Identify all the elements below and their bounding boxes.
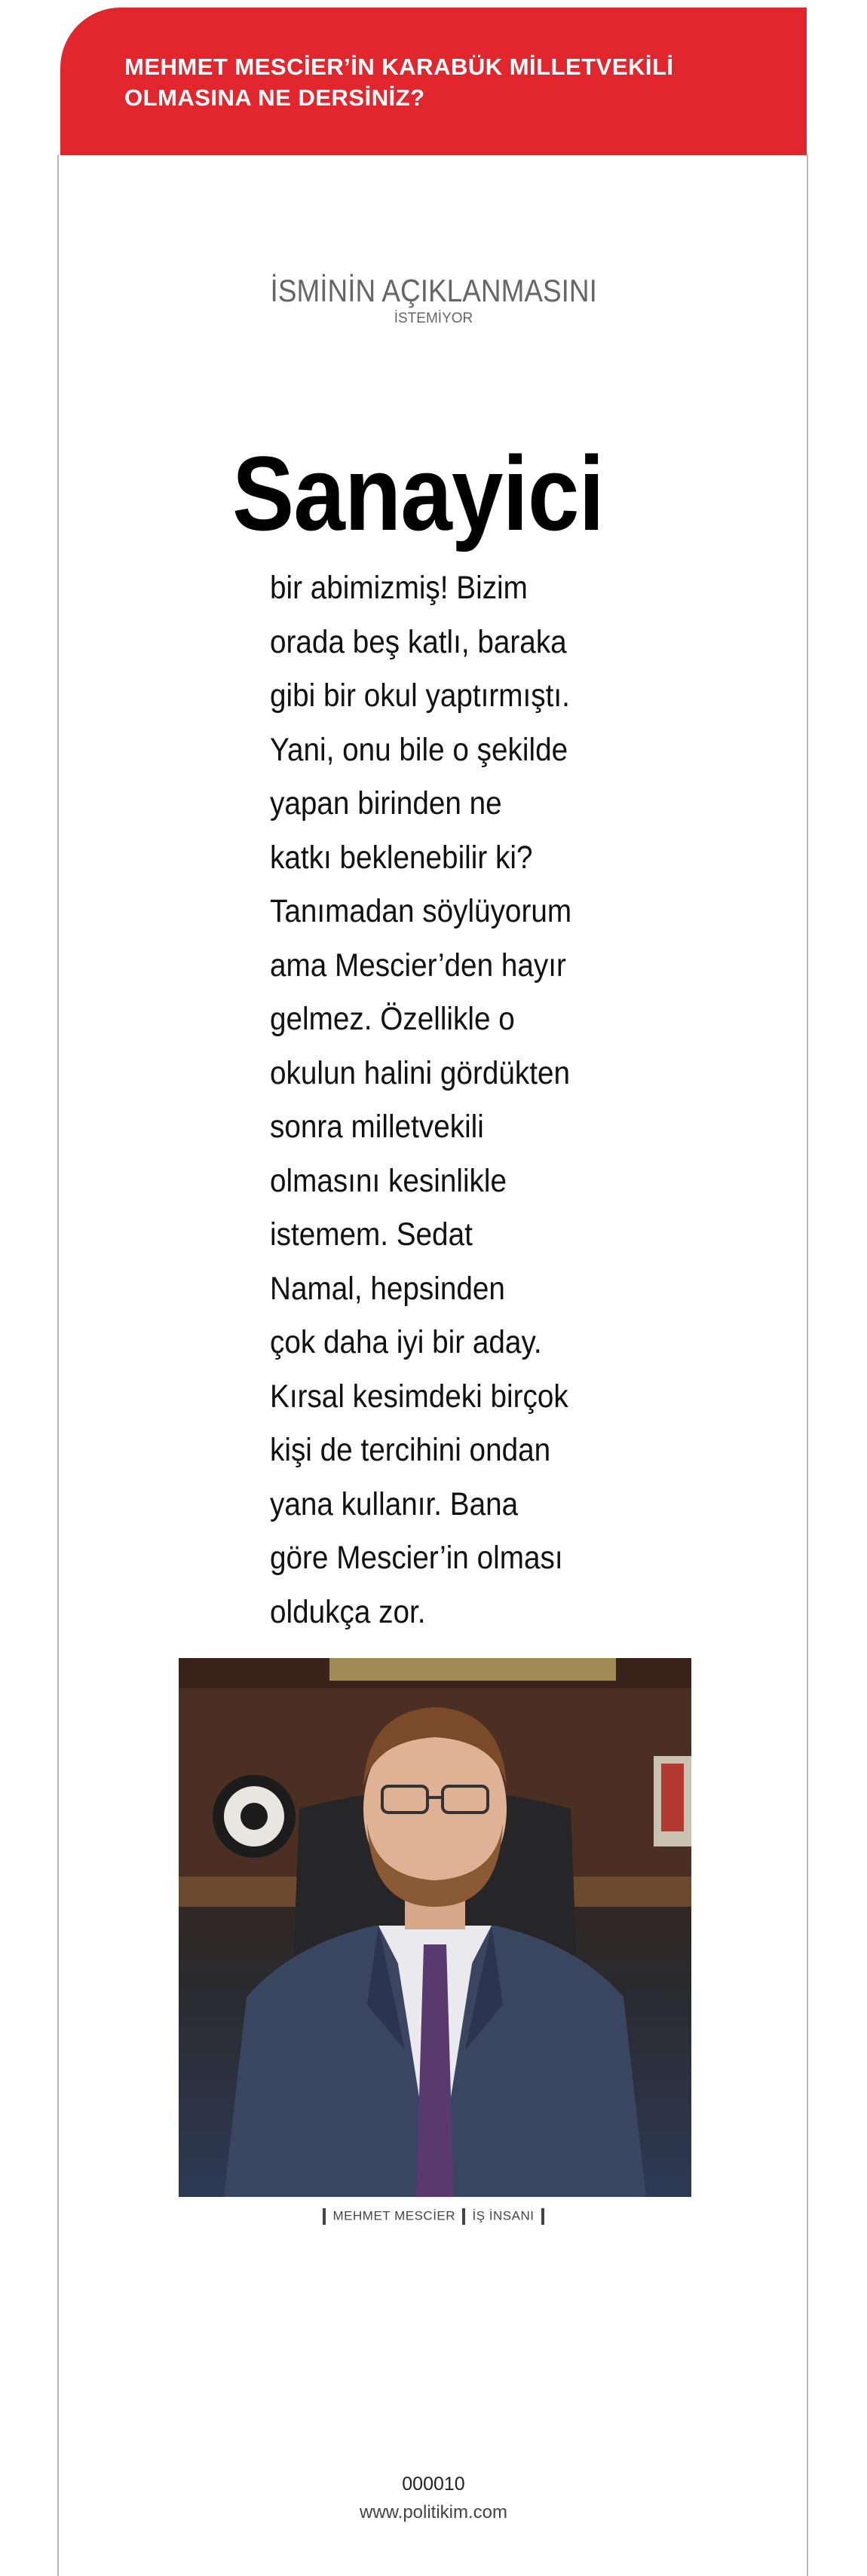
portrait-illustration [179,1658,691,2197]
quote-line: sonra milletvekili [270,1109,484,1145]
quote-line: olmasını kesinlikle [270,1162,507,1199]
caption-divider [462,2208,465,2225]
respondent-name: İSMİNİN AÇIKLANMASINI [270,273,597,308]
quote-headline: Sanayici [232,434,604,552]
quote-line: okulun halini gördükten [270,1054,571,1091]
quote-line: göre Mescier’in olması [270,1540,563,1576]
portrait-photo [179,1658,691,2197]
quote-line: bir abimizmiş! Bizim [270,570,528,606]
quote-line: yana kullanır. Bana [270,1485,519,1522]
question-banner [60,8,807,155]
respondent-block [0,273,867,327]
banner-title: MEHMET MESCİER’İN KARABÜK MİLLETVEKİLİ OLMASINA NE DERSİNİZ? [124,54,674,111]
caption-divider [541,2208,544,2225]
quote-line: yapan birinden ne [270,785,502,821]
quote-body [270,561,662,1639]
quote-line: çok daha iyi bir aday. [270,1324,542,1360]
quote-line: istemem. Sedat [270,1216,473,1253]
quote-line: ama Mescier’den hayır [270,947,566,984]
quote-line: Kırsal kesimdeki birçok [270,1378,568,1415]
quote-line: kişi de tercihini ondan [270,1432,551,1468]
quote-line: katkı beklenebilir ki? [270,839,533,876]
quote-line: Namal, hepsinden [270,1270,505,1307]
quote-line: Tanımadan söylüyorum [270,893,572,929]
caption-role: İŞ İNSANI [472,2208,535,2223]
quote-line: gibi bir okul yaptırmıştı. [270,678,570,714]
caption-name: MEHMET MESCİER [332,2208,456,2223]
site-url[interactable]: www.politikim.com [359,2502,508,2522]
quote-line: orada beş katlı, baraka [270,623,567,660]
quote-line: gelmez. Özellikle o [270,1001,515,1037]
quote-line: oldukça zor. [270,1593,426,1630]
photo-caption [0,2208,867,2225]
respondent-note: İSTEMİYOR [394,311,473,326]
page-number: 000010 [402,2474,465,2495]
quote-line: Yani, onu bile o şekilde [270,731,568,768]
caption-divider [323,2208,326,2225]
